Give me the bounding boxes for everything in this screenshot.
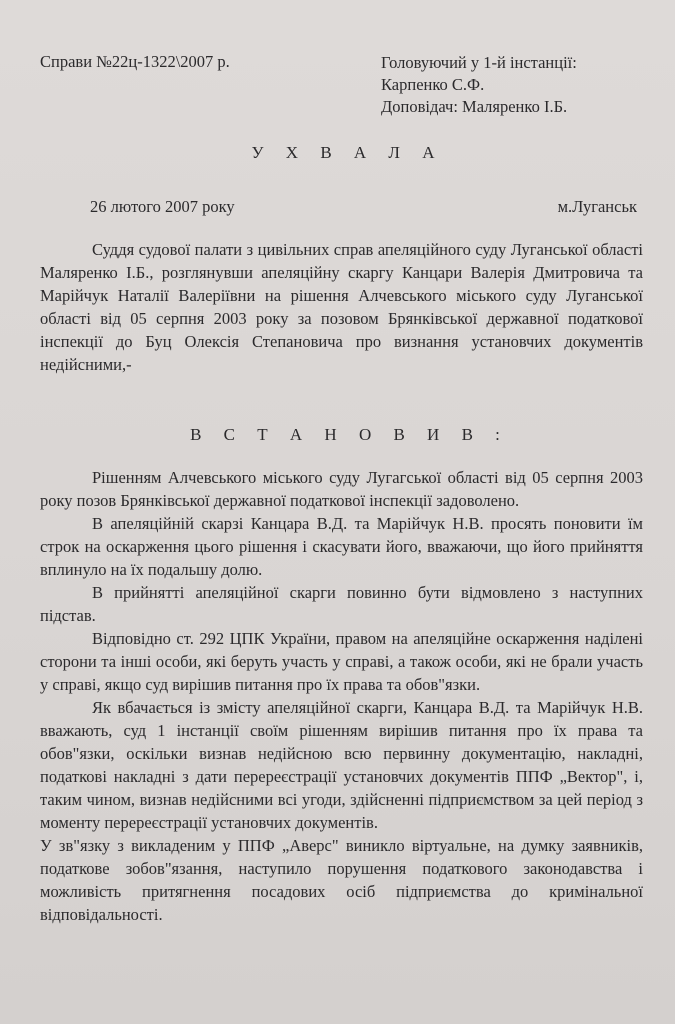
paragraph-2: В апеляційній скарзі Канцара В.Д. та Марійчук Н.В. просять поновити їм строк на оскарження цього рішення і скасувати його, вважаючи, що його прийняття вплинуло на їх подальшу долю.: [40, 514, 643, 579]
findings-block: [40, 466, 643, 926]
paragraph-5: Як вбачається із змісту апеляційної скарги, Канцара В.Д. та Марійчук Н.В. вважають, суд 1 інстанції своїм рішенням вирішив питання про їх права та обов"язки, оскільки визнав недійсною всю первинну документацію, накладні, податкові накладні з дати перереєстрації установчих документів ППФ „Вектор", і, таким чином, визнав недійсними всі угоди, здійсненні підприємством за цей період з моменту перереєстрації установчих документів.: [40, 698, 643, 832]
document-date: 26 лютого 2007 року: [90, 197, 235, 216]
reporter: Доповідач: Маляренко І.Б.: [381, 97, 568, 116]
presiding-name: Карпенко С.Ф.: [381, 75, 485, 94]
paragraph-6: У зв"язку з викладеним у ППФ „Аверс" виникло віртуальне, на думку заявників, податкове зобов"язання, наступило порушення податкового законодавства і можливість притягнення посадових осіб підприємства до кримінальної відповідальності.: [40, 836, 643, 924]
document-city: м.Луганськ: [557, 197, 637, 216]
paragraph-3: В прийнятті апеляційної скарги повинно бути відмовлено з наступних підстав.: [40, 583, 643, 625]
paragraph-1: Рішенням Алчевського міського суду Лугагської області від 05 серпня 2003 року позов Брянківської державної податкової інспекції задоволено.: [40, 468, 643, 510]
paragraph-4: Відповідно ст. 292 ЦПК України, правом на апеляційне оскарження наділені сторони та інші особи, які беруть участь у справі, а також особи, які не брали участь у справі, якщо суд вирішив питання про їх права та обов"язки.: [40, 629, 643, 694]
document-title: У Х В А Л А: [251, 143, 444, 162]
intro-paragraph: Суддя судової палати з цивільних справ апеляційного суду Луганської області Маляренко І.Б., розглянувши апеляційну скаргу Канцари Валерія Дмитровича та Марійчук Наталії Валеріївни на рішення Алчевського міського суду Луганської області від 05 серпня 2003 року за позовом Брянківської державної податкової інспекції до Буц Олексія Степановича про визнання установчих документів недійсними,-: [40, 240, 643, 374]
presiding-label: Головуючий у 1-й інстанції:: [381, 53, 577, 72]
intro-block: [40, 238, 643, 376]
section-title: В С Т А Н О В И В :: [190, 425, 509, 444]
case-number: Справи №22ц-1322\2007 р.: [40, 52, 230, 71]
judges-block: [381, 52, 577, 118]
